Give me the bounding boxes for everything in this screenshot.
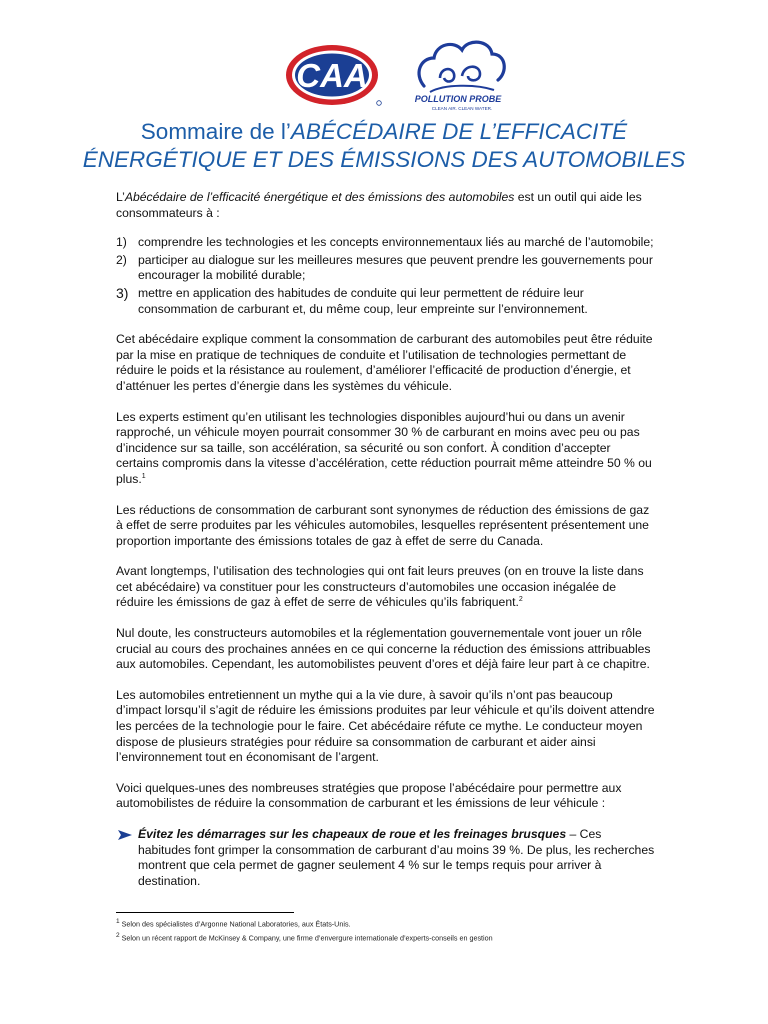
footnote-ref-1: 1 [141, 472, 146, 480]
paragraph-experts [116, 410, 656, 488]
footnote-ref-2: 2 [518, 596, 523, 604]
paragraph-myth: Les automobiles entretiennent un mythe qui a la vie dure, à savoir qu’ils n’ont pas beaucoup d’impact lorsqu’il s’agit de réduire les émissions produites par leur véhicule et qu’ils doivent attendre les percées de la technologie pour le faire. Cet abécédaire réfute ce mythe. Le conducteur moyen dispose de plusieurs stratégies pour réduire sa consommation de carburant et aider ainsi l’environnement tout en économisant de l’argent. [116, 687, 655, 765]
footnotes [116, 912, 676, 946]
title-line-2 [0, 146, 768, 174]
footnote-number: 1 [116, 918, 120, 925]
footnote [116, 917, 676, 928]
logo-bar [0, 30, 768, 110]
document-title [0, 118, 768, 174]
list-number: 2) [116, 252, 127, 267]
intro-suffix: est un outil qui aide les consommateurs à : [116, 190, 642, 220]
strategy-bullet [116, 827, 656, 889]
title-line2-italic: ÉNERGÉTIQUE ET DES ÉMISSIONS DES AUTOMOBILES [82, 147, 686, 172]
footnote [116, 931, 676, 942]
paragraph-technologies [116, 564, 656, 611]
list-item [116, 235, 656, 251]
paragraph-reductions: Les réductions de consommation de carburant sont synonymes de réduction des émissions de gaz à effet de serre produites par les véhicules automobiles, lesquelles représentent présentement une proportion importante des émissions totales de gaz à effet de serre du Canada. [116, 502, 650, 548]
pollution-probe-logo [410, 34, 510, 112]
document-body [116, 190, 656, 889]
caa-logo-text: CAA [296, 57, 368, 94]
footnote-text: Selon des spécialistes d’Argonne National Laboratories, aux États-Unis. [121, 919, 351, 929]
arrow-bullet-icon [118, 830, 132, 840]
footnote-divider [116, 912, 294, 913]
intro-prefix: L’ [116, 190, 125, 204]
list-item-text: comprendre les technologies et les concepts environnementaux liés au marché de l’automobile; [138, 235, 654, 250]
list-item [116, 253, 656, 284]
list-item-text: mettre en application des habitudes de conduite qui leur permettent de réduire leur consommation de carburant et, du même coup, leur empreinte sur l’environnement. [138, 285, 588, 316]
list-item [116, 286, 656, 317]
title-line-1 [0, 118, 768, 146]
paragraph-techniques: Cet abécédaire explique comment la consommation de carburant des automobiles peut être réduite par la mise en pratique de techniques de conduite et l’utilisation de technologies permettant de réduire le poids et la résistance au roulement, d’améliorer l’efficacité de production d’énergie, et d’atténuer les pertes d’énergie dans les systèmes du véhicule. [116, 332, 653, 393]
list-item-text: participer au dialogue sur les meilleures mesures que peuvent prendre les gouvernements pour encourager la mobilité durable; [138, 252, 653, 283]
footnote-number: 2 [116, 932, 120, 940]
paragraph-technologies-text: Avant longtemps, l’utilisation des technologies qui ont fait leurs preuves (on en trouve la liste dans cet abécédaire) va constituer pour les constructeurs d’automobiles une occasion inégalée de réduire les émissions de gaz à effet de serre de véhicules qu’ils fabriquent. [116, 564, 644, 610]
intro-paragraph [116, 190, 656, 221]
intro-italic-title: Abécédaire de l’efficacité énergétique et des émissions des automobiles [124, 190, 515, 204]
strategy-text: – Ces habitudes font grimper la consommation de carburant d’au moins 39 %. De plus, les recherches montrent que cela permet de gagner seulement 4 % sur le temps requis pour arriver à destination. [138, 827, 655, 888]
paragraph-constructors: Nul doute, les constructeurs automobiles et la réglementation gouvernementale vont jouer un rôle crucial au cours des prochaines années en ce qui concerne la réduction des émissions attribuables aux automobiles. Cependant, les automobilistes peuvent d’ores et déjà faire leur part à ce chapitre. [116, 626, 651, 672]
caa-logo [284, 42, 384, 108]
strategy-bold-title: Évitez les démarrages sur les chapeaux de roue et les freinages brusques [138, 827, 567, 841]
list-number: 1) [116, 235, 127, 250]
paragraph-experts-text: Les experts estiment qu’en utilisant les technologies disponibles aujourd’hui ou dans un avenir rapproché, un véhicule moyen pourrait consommer 30 % de carburant en moins avec peu ou pas d’incidence sur sa taille, son accélération, sa sécurité ou son confort. À condition d’accepter certains compromis dans la vitesse d’accélération, cette réduction pourrait même atteindre 50 % ou plus. [116, 409, 652, 486]
pollution-probe-tagline: CLEAN AIR. CLEAN WATER. [431, 106, 493, 111]
goals-list [116, 235, 656, 317]
title-prefix: Sommaire de l’ [140, 119, 291, 144]
paragraph-strategies: Voici quelques-unes des nombreuses stratégies que propose l’abécédaire pour permettre aux automobilistes de réduire la consommation de carburant et les émissions de leur véhicule : [116, 780, 622, 811]
pollution-probe-name: POLLUTION PROBE [414, 94, 502, 104]
title-line1-italic: ABÉCÉDAIRE DE L’EFFICACITÉ [290, 119, 628, 144]
footnote-text: Selon un récent rapport de McKinsey & Company, une firme d’envergure internationale d’experts-conseils en gestion [121, 933, 493, 943]
list-number: 3) [116, 284, 129, 301]
